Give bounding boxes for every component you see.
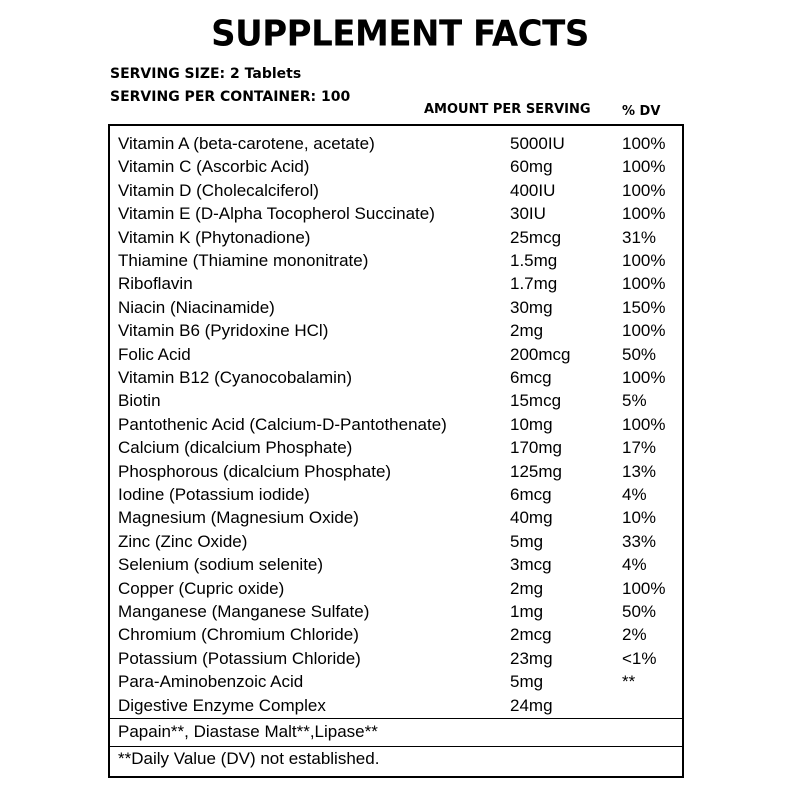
nutrient-amount: 1.7mg [510,274,558,294]
nutrient-dv: 13% [622,461,657,481]
nutrient-amount: 25mcg [510,227,562,247]
table-row [110,623,682,646]
nutrient-amount: 2mcg [510,625,552,645]
nutrient-amount: 23mg [510,648,553,668]
table-row [110,226,682,249]
nutrient-name: Vitamin C (Ascorbic Acid) [118,157,310,177]
nutrient-dv: 100% [622,578,666,598]
nutrient-dv: 4% [622,485,647,504]
nutrient-dv: 100% [622,180,666,200]
divider [110,746,682,747]
table-row [110,155,682,178]
table-row [110,577,682,600]
table-row [110,249,682,272]
servings-per-container: SERVING PER CONTAINER: 100 [110,89,351,105]
nutrient-name: Calcium (dicalcium Phosphate) [118,438,353,458]
dv-header: % DV [622,104,661,119]
nutrient-amount: 1mg [510,602,544,621]
divider [110,718,682,719]
nutrient-dv: 100% [622,274,666,294]
nutrient-name: Magnesium (Magnesium Oxide) [118,508,359,528]
nutrient-amount: 5000IU [510,134,565,153]
nutrient-name: Niacin (Niacinamide) [118,297,275,317]
nutrient-dv: 100% [622,134,666,153]
nutrient-name: Phosphorous (dicalcium Phosphate) [118,461,392,481]
nutrient-dv: 33% [622,531,657,551]
nutrient-name: Vitamin E (D-Alpha Tocopherol Succinate) [118,204,435,224]
nutrient-dv: 2% [622,625,647,645]
nutrient-amount: 170mg [510,438,562,458]
nutrient-name: Folic Acid [118,344,191,364]
nutrient-dv: 10% [622,508,657,528]
table-row [110,460,682,483]
table-row [110,647,682,670]
page-title: SUPPLEMENT FACTS [211,13,589,55]
nutrient-amount: 2mg [510,321,544,341]
table-row [110,296,682,319]
nutrient-amount: 30IU [510,204,546,224]
nutrient-dv: 31% [622,227,657,247]
nutrient-amount: 6mcg [510,368,552,387]
nutrient-dv: <1% [622,648,657,668]
table-row [110,179,682,202]
nutrient-amount: 10mg [510,414,553,434]
nutrient-name: Vitamin K (Phytonadione) [118,227,311,247]
nutrient-name: Zinc (Zinc Oxide) [118,531,248,551]
nutrient-amount: 15mcg [510,391,562,411]
table-row [110,413,682,436]
table-row [110,506,682,529]
nutrient-dv: 17% [622,438,657,458]
table-row [110,670,682,693]
nutrient-amount: 1.5mg [510,251,558,270]
nutrient-dv: 100% [622,368,666,387]
nutrient-amount: 30mg [510,297,553,317]
nutrient-amount: 40mg [510,508,553,528]
table-row [110,366,682,389]
nutrient-name: Iodine (Potassium iodide) [118,485,310,504]
nutrient-name: Potassium (Potassium Chloride) [118,648,361,668]
nutrient-name: Vitamin D (Cholecalciferol) [118,180,319,200]
facts-table [108,124,684,778]
nutrient-amount: 125mg [510,461,562,481]
nutrient-dv: 100% [622,251,666,270]
table-row [110,530,682,553]
table-row [110,694,682,717]
nutrient-amount: 2mg [510,578,544,598]
nutrient-dv: 100% [622,414,666,434]
nutrient-dv: 100% [622,204,666,224]
nutrient-name: Biotin [118,391,161,411]
table-row [110,343,682,366]
amount-header: AMOUNT PER SERVING [424,102,591,117]
enzymes-note: Papain**, Diastase Malt**,Lipase** [118,722,378,741]
nutrient-name: Riboflavin [118,274,193,294]
table-row [110,202,682,225]
nutrient-amount: 60mg [510,157,553,177]
table-row [110,389,682,412]
nutrient-dv: 100% [622,321,666,341]
table-row [110,553,682,576]
table-row [110,272,682,295]
nutrient-name: Pantothenic Acid (Calcium-D-Pantothenate) [118,414,447,434]
table-row [110,600,682,623]
nutrient-name: Vitamin B12 (Cyanocobalamin) [118,368,353,387]
table-row [110,483,682,506]
nutrient-name: Thiamine (Thiamine mononitrate) [118,251,369,270]
footnote: **Daily Value (DV) not established. [118,749,380,768]
nutrient-dv: 100% [622,157,666,177]
nutrient-dv: 150% [622,297,666,317]
nutrient-amount: 6mcg [510,485,552,504]
table-row [110,319,682,342]
table-row [110,132,682,155]
nutrient-name: Manganese (Manganese Sulfate) [118,602,370,621]
nutrient-name: Chromium (Chromium Chloride) [118,625,359,645]
nutrient-amount: 3mcg [510,555,552,575]
nutrient-name: Digestive Enzyme Complex [118,695,326,715]
nutrient-dv: 50% [622,344,657,364]
nutrient-amount: 5mg [510,531,544,551]
nutrient-amount: 400IU [510,180,556,200]
nutrient-dv: 4% [622,555,647,575]
nutrient-amount: 5mg [510,672,544,692]
nutrient-name: Para-Aminobenzoic Acid [118,672,304,692]
nutrient-amount: 24mg [510,695,553,715]
nutrient-name: Selenium (sodium selenite) [118,555,324,575]
nutrient-amount: 200mcg [510,344,571,364]
nutrient-name: Vitamin A (beta-carotene, acetate) [118,134,375,153]
nutrient-name: Copper (Cupric oxide) [118,578,285,598]
nutrient-dv: 50% [622,602,657,621]
nutrient-name: Vitamin B6 (Pyridoxine HCl) [118,321,329,341]
serving-size: SERVING SIZE: 2 Tablets [110,66,302,82]
table-row [110,436,682,459]
nutrient-dv: ** [622,672,636,692]
nutrient-dv: 5% [622,391,647,411]
